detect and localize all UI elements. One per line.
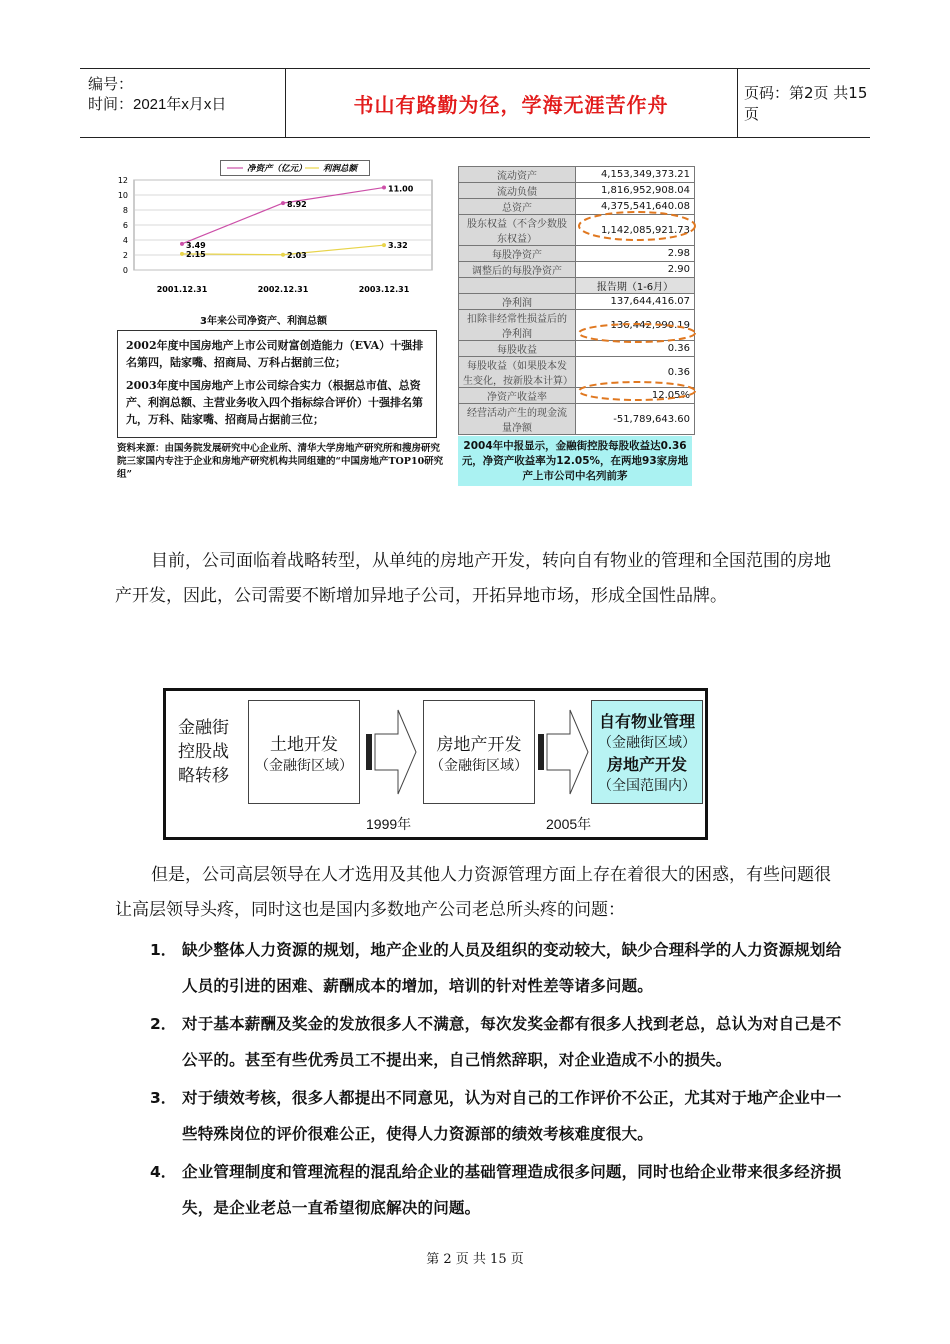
page-header [80,68,870,138]
overall-ranking-note: 2003年度中国房地产上市公司综合实力（根据总市值、总资产、利润总额、主营业务收入四个指标综合评价）十强排名第九，万科、陆家嘴、招商局占据前三位； [126,379,423,426]
financial-label: 扣除非经常性损益后的净利润 [459,310,576,341]
header-meta [88,75,226,115]
oval-eps [579,324,695,342]
ranking-note-box [117,330,437,438]
y-tick-label: 12 [117,176,128,185]
financial-value: 1,142,085,921.73 [576,215,695,246]
issue-text: 缺少整体人力资源的规划，地产企业的人员及组织的变动较大，缺少合理科学的人力资源规划给人员的引进的困难、薪酬成本的增加，培训的针对性差等诸多问题。 [182,941,842,995]
page-footer: 第 2 页 共 15 页 [426,1252,524,1267]
data-point [281,253,285,257]
stage-subtitle: （金融街区域） [255,757,353,774]
financial-value: 1,816,952,908.04 [576,183,695,199]
data-source-note: 资料来源：由国务院发展研究中心企业所、清华大学房地产研究所和搜房研究院三家国内专注于企业和房地产研究机构共同组建的“中国房地产TOP10研究组” [117,443,444,480]
stage-property-and-national [591,700,703,804]
financial-value: -51,789,643.60 [576,404,695,435]
data-label: 11.00 [388,184,414,194]
x-tick-label: 2001.12.31 [156,285,208,294]
y-tick-label: 6 [122,221,128,230]
issue-number: 3． [150,1089,177,1107]
issue-number: 4． [150,1163,177,1181]
data-label: 2.15 [186,249,206,259]
y-tick-label: 10 [117,191,128,200]
financial-value: 2.98 [576,246,695,262]
stage-subtitle: （全国范围内） [598,778,696,794]
hr-problem-paragraph: 但是，公司高层领导在人才选用及其他人力资源管理方面上存在着很大的困惑，有些问题很让高层领导头疼，同时这也是国内多数地产公司老总所头疼的问题： [115,865,831,920]
year-2005: 2005年 [546,816,592,832]
arrow-icon [538,700,590,804]
data-label: 8.92 [287,200,307,210]
stage-title: 房地产开发 [436,734,522,755]
financial-label: 经营活动产生的现金流量净额 [459,404,576,435]
stage-title: 自有物业管理 [598,712,695,731]
financial-label: 每股净资产 [459,246,576,262]
data-point [382,243,386,247]
header-divider [737,69,738,137]
strategy-paragraph: 目前，公司面临着战略转型，从单纯的房地产开发，转向自有物业的管理和全国范围的房地产开发，因此，公司需要不断增加异地子公司，开拓异地市场，形成全国性品牌。 [115,551,831,606]
financial-label: 净资产收益率 [459,388,576,404]
financial-label: 股东权益（不含少数股东权益） [459,215,576,246]
financial-value: 137,644,416.07 [576,294,695,310]
stage-subtitle: （金融街区域） [598,735,696,751]
y-tick-label: 0 [122,266,128,275]
issue-text: 对于基本薪酬及奖金的发放很多人不满意，每次发奖金都有很多人找到老总，总认为对自己是不公平的。甚至有些优秀员工不提出来，自己悄然辞职，对企业造成不小的损失。 [182,1015,842,1069]
year-1999: 1999年 [366,816,412,832]
x-tick-label: 2002.12.31 [257,285,309,294]
issue-item [150,1080,850,1152]
financial-value: 0.36 [576,341,695,357]
stage-land-development [248,700,360,804]
financial-label: 净利润 [459,294,576,310]
issue-text: 对于绩效考核，很多人都提出不同意见，认为对自己的工作评价不公正，尤其对于地产企业中一些特殊岗位的评价很难公正，使得人力资源部的绩效考核难度很大。 [182,1089,842,1143]
financial-label: 流动资产 [459,167,576,183]
x-tick-label: 2003.12.31 [358,285,410,294]
data-point [180,242,184,246]
issue-number: 1． [150,941,177,959]
financial-label: 总资产 [459,199,576,215]
highlight-ovals [455,160,705,410]
financial-value: 4,153,349,373.21 [576,167,695,183]
financial-value: 136,442,990.19 [576,310,695,341]
y-tick-label: 8 [122,206,128,215]
financial-value: 2.90 [576,262,695,278]
arrow-icon [366,700,418,804]
stage-real-estate-development [423,700,535,804]
issue-item [150,932,850,1004]
doc-number-label: 编号： [88,76,134,93]
data-point [281,201,285,205]
legend-net-assets: 净资产（亿元） [247,164,307,174]
y-tick-label: 2 [122,251,128,260]
stage-title: 土地开发 [270,734,338,755]
legend-profit: 利润总额 [323,164,358,174]
issue-text: 企业管理制度和管理流程的混乱给企业的基础管理造成很多问题，同时也给企业带来很多经济损失，是企业老总一直希望彻底解决的问题。 [182,1163,842,1217]
financial-value: 4,375,541,640.08 [576,199,695,215]
eva-ranking-note: 2002年度中国房地产上市公司财富创造能力（EVA）十强排名第四，陆家嘴、招商局、万科占据前三位； [126,339,424,369]
oval-equity [579,212,695,240]
issue-number: 2． [150,1015,177,1033]
period-label: 报告期（1-6月） [576,278,695,294]
financial-value: 12.05% [576,388,695,404]
oval-roe [579,382,695,400]
data-label: 3.49 [186,240,206,250]
data-label: 2.03 [287,250,307,260]
stage-title: 房地产开发 [606,755,687,774]
financial-value: 0.36 [576,357,695,388]
header-page-info: 页码：第2页 共15页 [744,84,868,123]
issue-item [150,1154,850,1226]
financial-label: 流动负债 [459,183,576,199]
flow-start-label: 金融街控股战略转移 [178,718,229,786]
issue-item [150,1006,850,1078]
performance-highlight: 2004年中报显示，金融街控股每股收益达0.36元，净资产收益率为12.05%，在两地93家房地产上市公司中名列前茅 [458,436,692,486]
data-label: 3.32 [388,241,408,251]
doc-time-label: 时间：2021年x月x日 [88,96,227,113]
financial-label: 每股收益（如果股本发生变化，按新股本计算） [459,357,576,388]
line-chart [112,172,442,312]
data-point [180,252,184,256]
chart-title: 3年来公司净资产、利润总额 [200,316,327,327]
stage-subtitle: （金融街区域） [430,757,528,774]
financial-label: 调整后的每股净资产 [459,262,576,278]
header-motto: 书山有路勤为径，学海无涯苦作舟 [353,92,669,117]
financial-label: 每股收益 [459,341,576,357]
issues-list [150,932,850,1228]
data-point [382,186,386,190]
y-tick-label: 4 [122,236,128,245]
